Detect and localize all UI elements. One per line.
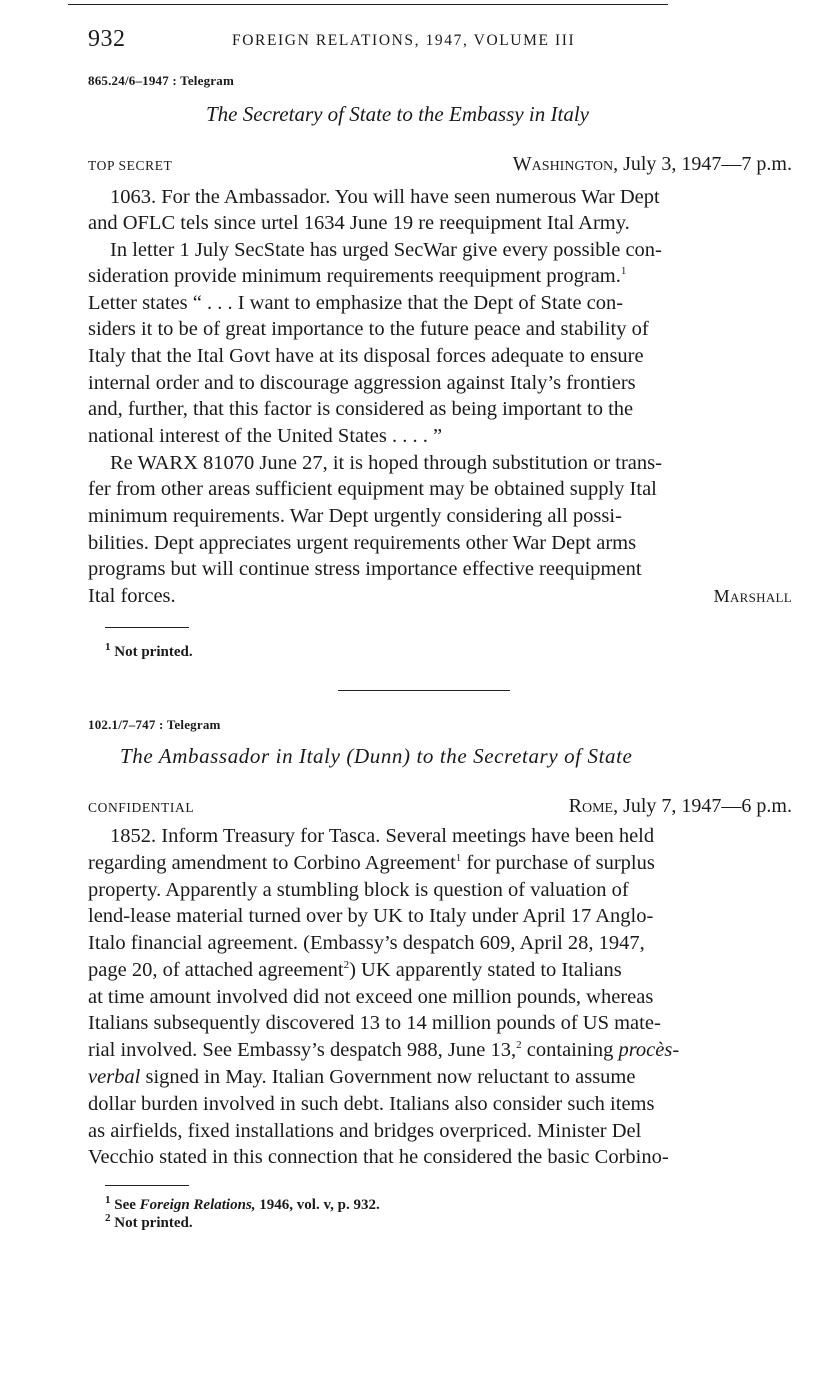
doc1-file-id: 865.24/6–1947 : Telegram [88, 73, 234, 88]
footnote-marker: 1 [105, 1194, 111, 1206]
doc2-line-text: for purchase of surplus [461, 852, 655, 874]
doc2-line-italic-start [88, 1064, 792, 1091]
doc1-place-date [513, 153, 792, 176]
doc2-line: lend-lease material turned over by UK to Italy under April 17 Anglo- [88, 905, 654, 927]
doc1-line: internal order and to discourage aggression against Italy’s frontiers [88, 372, 636, 394]
doc1-place: Washington [512, 153, 614, 175]
footnote-rule [105, 1185, 189, 1186]
footnote-text: Not printed. [114, 1215, 193, 1231]
doc2-line: Italians subsequently discovered 13 to 14 million pounds of US mate- [88, 1012, 661, 1034]
footnote-ref: 2 [516, 1039, 522, 1052]
top-rule [68, 4, 668, 5]
doc1-line: 1063. For the Ambassador. You will have seen numerous War Dept [110, 186, 660, 208]
doc2-footnote [105, 1194, 380, 1214]
doc2-heading-b: ) to the Secretary of State [403, 744, 633, 768]
doc2-line-text: containing [521, 1039, 619, 1061]
page-number: 932 [88, 26, 126, 52]
doc2-place: Rome [568, 795, 614, 817]
doc2-classification: CONFIDENTIAL [88, 800, 195, 815]
doc1-line: fer from other areas sufficient equipment may be obtained supply Ital [88, 478, 657, 500]
doc2-line-with-note [88, 957, 792, 984]
doc1-line-text: sideration provide minimum requirements reequipment program. [88, 265, 621, 287]
doc1-heading: The Secretary of State to the Embassy in Italy [206, 102, 589, 126]
doc2-heading-name: Dunn [353, 744, 404, 768]
doc1-line: bilities. Dept appreciates urgent requirements other War Dept arms [88, 532, 637, 554]
doc1-line: and OFLC tels since urtel 1634 June 19 re reequipment Ital Army. [88, 212, 630, 234]
doc1-line: programs but will continue stress importance effective reequipment [88, 558, 642, 580]
running-title: FOREIGN RELATIONS, 1947, VOLUME III [232, 32, 576, 49]
doc1-line: minimum requirements. War Dept urgently considering all possi- [88, 505, 622, 527]
doc1-line: Italy that the Ital Govt have at its disposal forces adequate to ensure [88, 345, 644, 367]
doc1-line: Re WARX 81070 June 27, it is hoped through substitution or trans- [110, 452, 662, 474]
doc2-place-date [569, 795, 792, 818]
doc2-line-text: regarding amendment to Corbino Agreement [88, 852, 456, 874]
doc1-line-with-note [88, 263, 792, 290]
doc2-line: Vecchio stated in this connection that he considered the basic Corbino- [88, 1146, 669, 1168]
footnote-rule [105, 627, 189, 628]
doc2-heading [120, 744, 632, 769]
footnote-marker: 1 [105, 641, 111, 653]
doc2-line-text: ) UK apparently stated to Italians [349, 959, 622, 981]
doc2-line: property. Apparently a stumbling block is question of valuation of [88, 879, 629, 901]
doc1-line: national interest of the United States . . . . ” [88, 425, 443, 447]
document-separator [338, 690, 510, 691]
doc1-last-line [88, 583, 792, 610]
footnote-ref: 1 [620, 265, 627, 278]
footnote-ref: 1 [455, 852, 462, 865]
doc1-line-text: Ital forces. [88, 585, 176, 607]
doc2-line: Italo financial agreement. (Embassy’s despatch 609, April 28, 1947, [88, 932, 645, 954]
doc2-line: 1852. Inform Treasury for Tasca. Several meetings have been held [110, 825, 655, 847]
running-head [88, 26, 788, 56]
doc2-heading-a: The Ambassador in Italy ( [120, 744, 354, 768]
doc2-line: dollar burden involved in such debt. Italians also consider such items [88, 1093, 655, 1115]
doc2-line-text: signed in May. Italian Government now reluctant to assume [140, 1066, 636, 1088]
doc1-footnote [105, 641, 193, 661]
footnote-text: 1946, vol. v, p. 932. [255, 1197, 380, 1213]
doc2-dateline [88, 795, 792, 821]
doc2-file-id: 102.1/7–747 : Telegram [88, 717, 221, 732]
footnote-italic: Foreign Relations, [139, 1197, 256, 1213]
doc2-line-text: rial involved. See Embassy’s despatch 988, June 13, [88, 1039, 517, 1061]
doc1-line: and, further, that this factor is considered as being important to the [88, 398, 634, 420]
footnote-text: See [114, 1197, 140, 1213]
footnote-marker: 2 [105, 1212, 111, 1224]
doc1-signature: Marshall [713, 586, 792, 606]
doc1-line: siders it to be of great importance to the future peace and stability of [88, 318, 649, 340]
doc2-italic-term: procès- [618, 1039, 680, 1061]
doc1-line: In letter 1 July SecState has urged SecWar give every possible con- [110, 239, 662, 261]
doc2-line-text: page 20, of attached agreement [88, 959, 344, 981]
doc1-line: Letter states “ . . . I want to emphasize that the Dept of State con- [88, 292, 624, 314]
doc2-footnote [105, 1212, 193, 1232]
doc2-line: as airfields, fixed installations and bridges overpriced. Minister Del [88, 1120, 642, 1142]
footnote-ref: 2 [343, 959, 350, 972]
doc2-line-with-note [88, 850, 792, 877]
doc2-line: at time amount involved did not exceed one million pounds, whereas [88, 986, 654, 1008]
doc2-italic-term: verbal [88, 1066, 141, 1088]
doc1-dateline [88, 153, 792, 179]
footnote-text: Not printed. [114, 644, 193, 660]
doc1-date: , July 3, 1947—7 p.m. [613, 153, 792, 175]
doc1-classification: TOP SECRET [88, 158, 173, 173]
doc2-date: , July 7, 1947—6 p.m. [613, 795, 792, 817]
doc2-line-with-note [88, 1037, 792, 1064]
